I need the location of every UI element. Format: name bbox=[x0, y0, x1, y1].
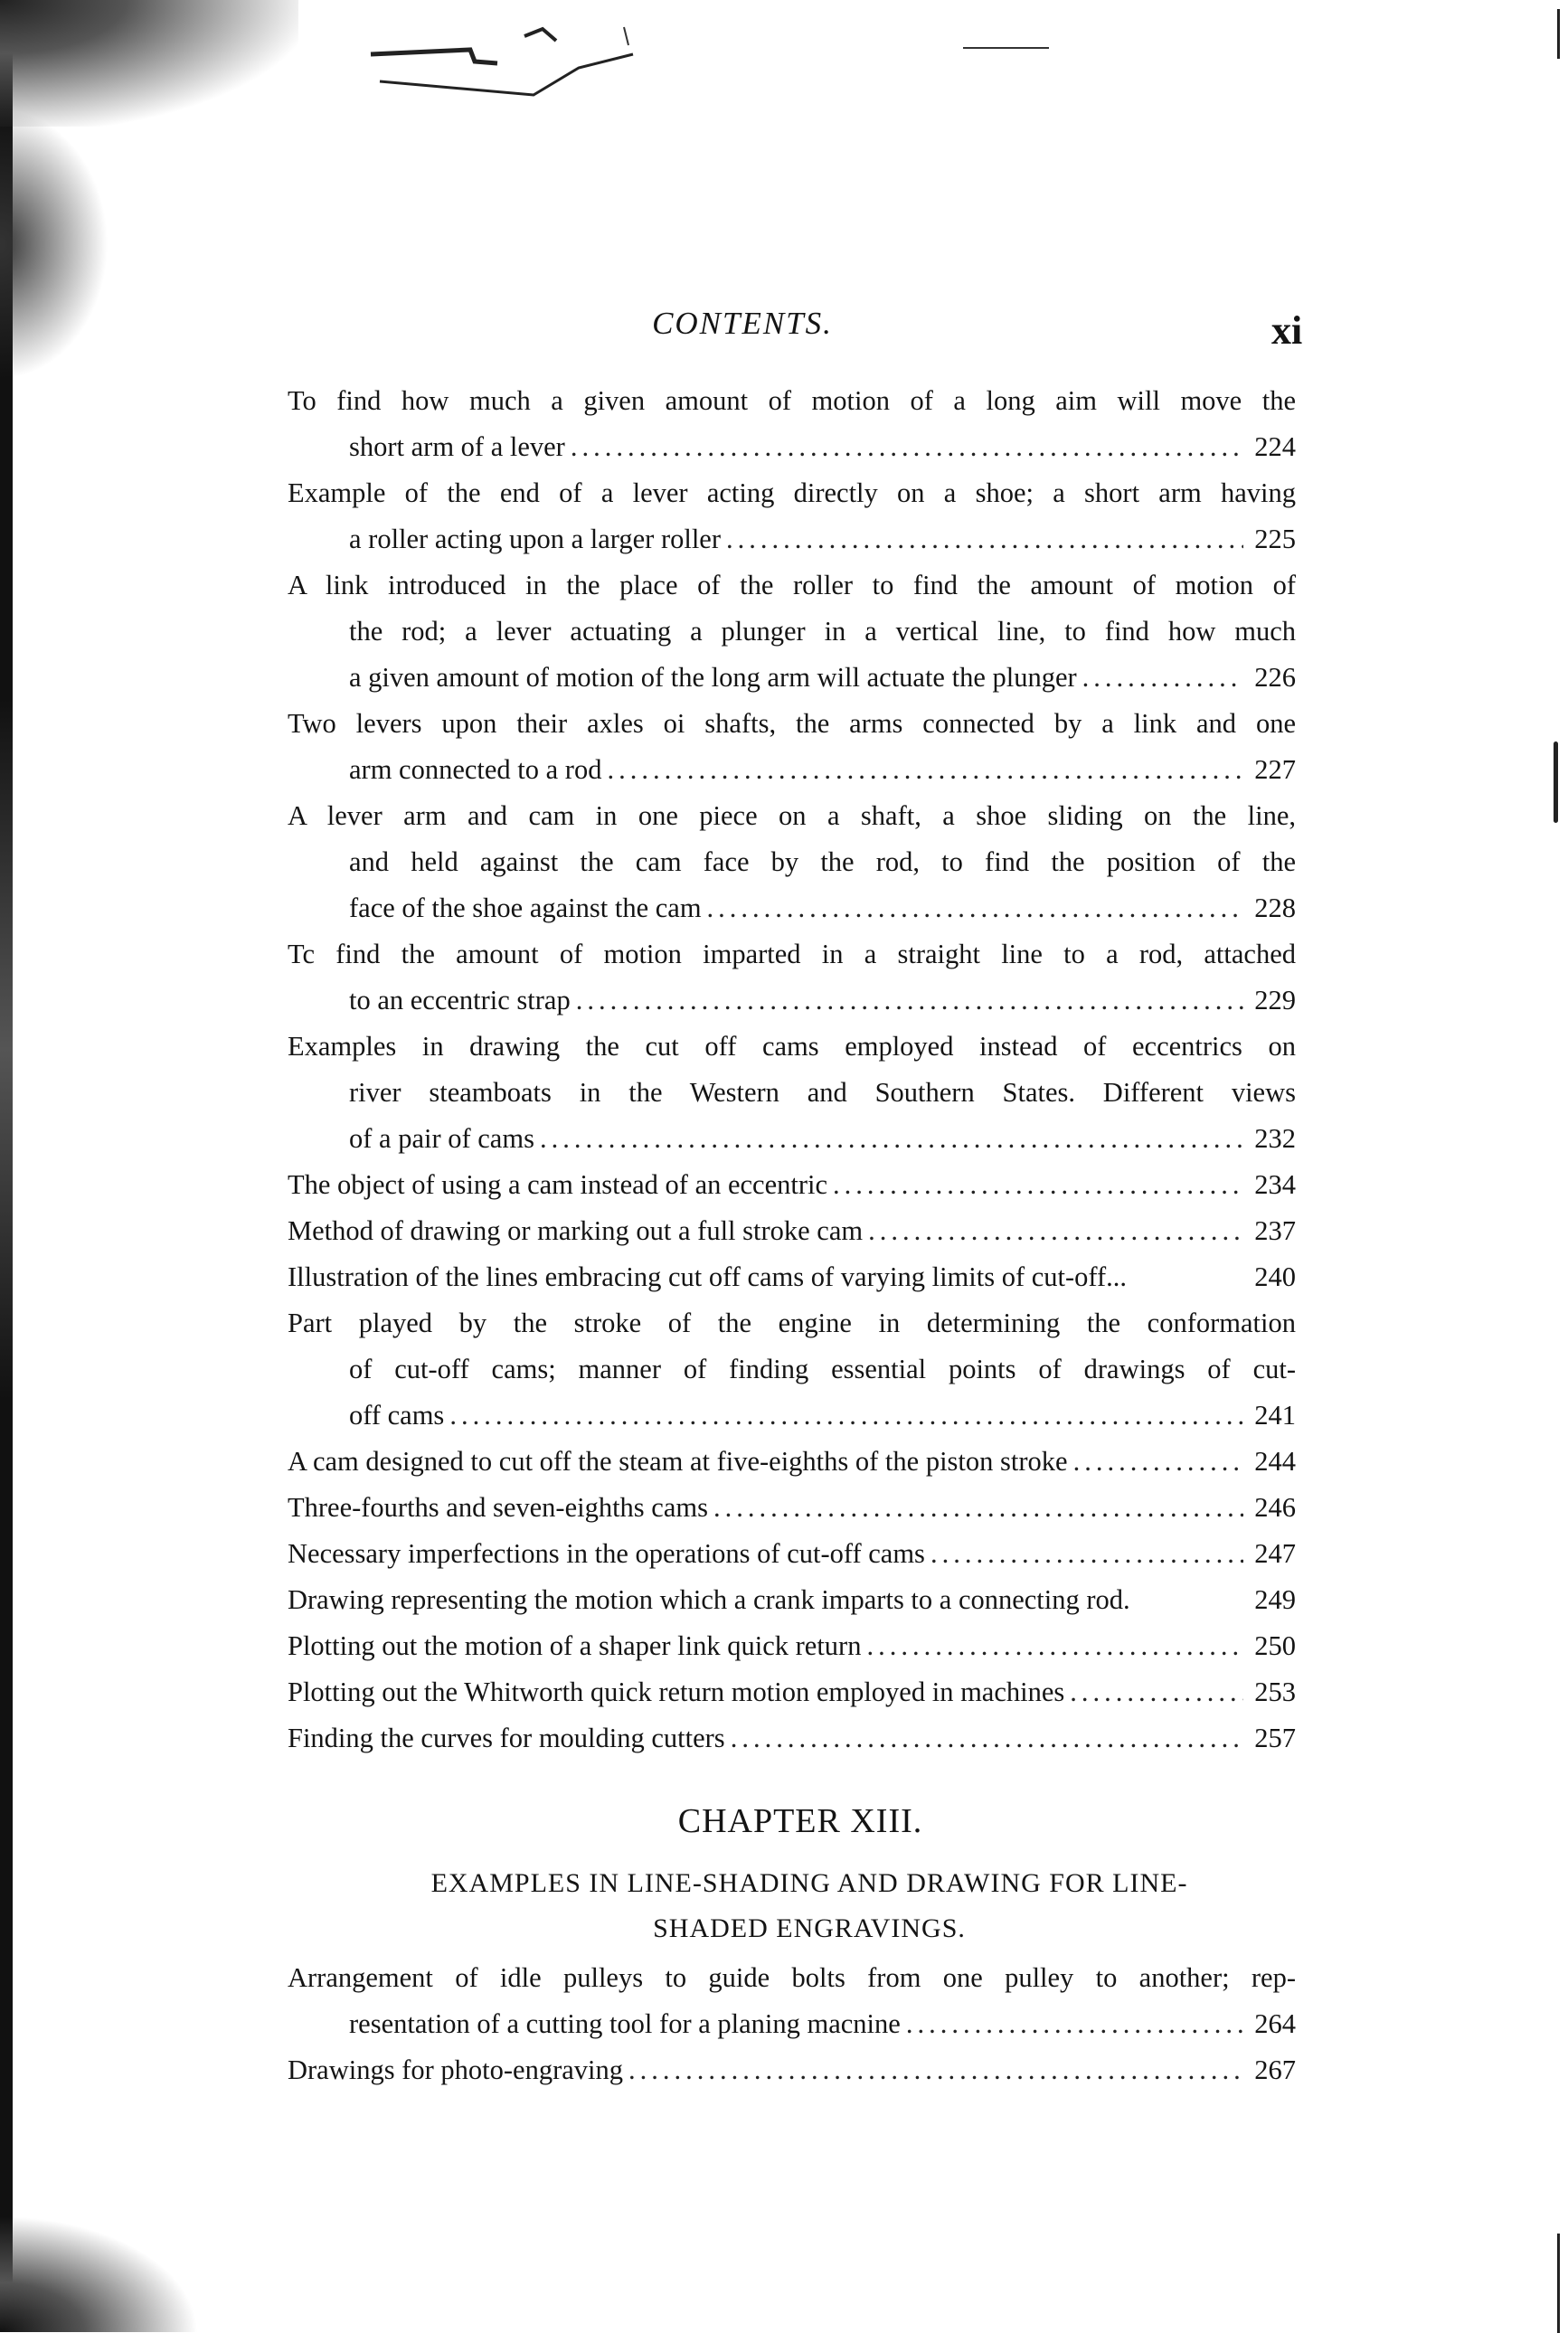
chapter-title: CHAPTER XIII. bbox=[677, 1802, 923, 1840]
toc-entry bbox=[288, 1300, 1296, 1439]
toc-text: off cams bbox=[349, 1400, 445, 1431]
toc-entry bbox=[288, 1208, 1296, 1254]
scan-mark bbox=[1557, 9, 1560, 59]
toc-entry bbox=[288, 1531, 1296, 1577]
toc-entry bbox=[288, 1715, 1296, 1762]
toc-entry bbox=[288, 1024, 1296, 1162]
toc-line bbox=[288, 1300, 1296, 1346]
scan-mark bbox=[963, 47, 1049, 49]
toc-entry bbox=[288, 1623, 1296, 1669]
leader-dots bbox=[576, 978, 1243, 1024]
toc-text: Three-fourths and seven-eighths cams bbox=[288, 1492, 708, 1523]
toc-line bbox=[288, 978, 1296, 1024]
toc-page-number: 228 bbox=[1254, 893, 1296, 923]
toc-page-number: 229 bbox=[1254, 985, 1296, 1015]
toc-line bbox=[288, 516, 1296, 562]
toc-entry bbox=[288, 1669, 1296, 1715]
toc-text: Part played by the stroke of the engine in determining the conformation bbox=[288, 1308, 1296, 1338]
toc-text: face of the shoe against the cam bbox=[349, 893, 702, 923]
toc-entry bbox=[288, 701, 1296, 793]
toc-text: Necessary imperfections in the operations of cut-off cams bbox=[288, 1538, 925, 1569]
leader-dots bbox=[571, 424, 1243, 470]
toc-text: a roller acting upon a larger roller bbox=[349, 524, 722, 554]
scan-smudge-top bbox=[0, 0, 298, 127]
toc-text: of a pair of cams bbox=[349, 1123, 534, 1154]
leader-dots bbox=[833, 1162, 1243, 1208]
toc-text: Two levers upon their axles oi shafts, the arms connected by a link and one bbox=[288, 708, 1296, 739]
scan-smudge-bottom bbox=[0, 2215, 199, 2332]
toc-text: A link introduced in the place of the roller to find the amount of motion of bbox=[288, 570, 1296, 600]
toc-line bbox=[288, 1346, 1296, 1393]
toc-text: Drawing representing the motion which a crank imparts to a connecting rod. bbox=[288, 1584, 1130, 1615]
toc-page-number: 267 bbox=[1254, 2054, 1296, 2085]
toc-page-number: 237 bbox=[1254, 1215, 1296, 1246]
toc-line bbox=[288, 701, 1296, 747]
toc-entry bbox=[288, 470, 1296, 562]
toc-line bbox=[288, 885, 1296, 931]
leader-dots bbox=[906, 2001, 1243, 2047]
table-of-contents bbox=[288, 378, 1296, 1762]
toc-page-number: 250 bbox=[1254, 1630, 1296, 1661]
leader-dots bbox=[1070, 1669, 1243, 1715]
toc-line bbox=[288, 1531, 1296, 1577]
toc-entry bbox=[288, 1439, 1296, 1485]
toc-line bbox=[288, 562, 1296, 609]
toc-text: Example of the end of a lever acting directly on a shoe; a short arm having bbox=[288, 477, 1296, 508]
chapter-subtitle-line: SHADED ENGRAVINGS. bbox=[653, 1913, 966, 1943]
toc-page-number: 225 bbox=[1254, 524, 1296, 554]
toc-line bbox=[288, 424, 1296, 470]
toc-text: the rod; a lever actuating a plunger in a vertical line, to find how much bbox=[349, 616, 1296, 647]
chapter-subtitle bbox=[335, 1861, 1284, 1951]
toc-entry bbox=[288, 931, 1296, 1024]
toc-page-number: 264 bbox=[1254, 2008, 1296, 2039]
toc-line bbox=[288, 1024, 1296, 1070]
toc-text: A cam designed to cut off the steam at five-eighths of the piston stroke bbox=[288, 1446, 1068, 1477]
toc-text: Tc find the amount of motion imparted in a straight line to a rod, attached bbox=[288, 939, 1296, 969]
toc-text: and held against the cam face by the rod, to find the position of the bbox=[349, 846, 1296, 877]
toc-text: Finding the curves for moulding cutters bbox=[288, 1723, 725, 1753]
toc-page-number: 224 bbox=[1254, 431, 1296, 462]
leader-dots bbox=[707, 885, 1243, 931]
toc-line bbox=[288, 609, 1296, 655]
toc-line bbox=[288, 1393, 1296, 1439]
toc-page-number: 246 bbox=[1254, 1492, 1296, 1523]
toc-line bbox=[288, 1577, 1296, 1623]
toc-text: to an eccentric strap bbox=[349, 985, 571, 1015]
leader-dots bbox=[731, 1715, 1243, 1762]
toc-entry bbox=[288, 793, 1296, 931]
toc-text: A lever arm and cam in one piece on a shaft, a shoe sliding on the line, bbox=[288, 800, 1296, 831]
leader-dots bbox=[540, 1116, 1243, 1162]
toc-text: Plotting out the Whitworth quick return motion employed in machines bbox=[288, 1677, 1065, 1707]
toc-line bbox=[288, 931, 1296, 978]
page-number: xi bbox=[1271, 308, 1303, 353]
toc-text: To find how much a given amount of motion of a long aim will move the bbox=[288, 385, 1296, 416]
toc-page-number: 227 bbox=[1254, 754, 1296, 785]
toc-page-number: 234 bbox=[1254, 1169, 1296, 1200]
toc-text: a given amount of motion of the long arm will actuate the plunger bbox=[349, 662, 1077, 693]
leader-dots bbox=[930, 1531, 1243, 1577]
chapter-subtitle-line: EXAMPLES IN LINE-SHADING AND DRAWING FOR LINE- bbox=[430, 1868, 1188, 1898]
leader-dots bbox=[868, 1208, 1243, 1254]
table-of-contents-chapter bbox=[288, 1955, 1296, 2093]
running-head: CONTENTS. bbox=[652, 306, 833, 341]
toc-line bbox=[288, 1070, 1296, 1116]
toc-page-number: 226 bbox=[1254, 662, 1296, 693]
toc-text: short arm of a lever bbox=[349, 431, 565, 462]
toc-text: Method of drawing or marking out a full stroke cam bbox=[288, 1215, 864, 1246]
toc-entry bbox=[288, 2047, 1296, 2093]
toc-line bbox=[288, 1439, 1296, 1485]
toc-page-number: 257 bbox=[1254, 1723, 1296, 1753]
toc-line bbox=[288, 1208, 1296, 1254]
toc-line bbox=[288, 2047, 1296, 2093]
toc-page-number: 240 bbox=[1254, 1261, 1296, 1292]
toc-text: resentation of a cutting tool for a planing macnine bbox=[349, 2008, 901, 2039]
leader-dots bbox=[628, 2047, 1243, 2093]
toc-text: river steamboats in the Western and Southern States. Different views bbox=[349, 1077, 1296, 1108]
pencil-scribble bbox=[362, 18, 660, 99]
toc-line bbox=[288, 1116, 1296, 1162]
leader-dots bbox=[1082, 655, 1243, 701]
toc-line bbox=[288, 655, 1296, 701]
toc-entry bbox=[288, 378, 1296, 470]
leader-dots bbox=[866, 1623, 1243, 1669]
toc-page-number: 253 bbox=[1254, 1677, 1296, 1707]
toc-line bbox=[288, 378, 1296, 424]
leader-dots bbox=[713, 1485, 1243, 1531]
leader-dots bbox=[449, 1393, 1243, 1439]
toc-text: Examples in drawing the cut off cams employed instead of eccentrics on bbox=[288, 1031, 1296, 1062]
toc-line bbox=[288, 1254, 1296, 1300]
leader-dots bbox=[1073, 1439, 1243, 1485]
toc-entry bbox=[288, 1485, 1296, 1531]
toc-line bbox=[288, 1162, 1296, 1208]
toc-line bbox=[288, 1669, 1296, 1715]
toc-entry bbox=[288, 1162, 1296, 1208]
leader-dots bbox=[607, 747, 1243, 793]
toc-line bbox=[288, 793, 1296, 839]
toc-entry bbox=[288, 562, 1296, 701]
toc-line bbox=[288, 747, 1296, 793]
toc-line bbox=[288, 1715, 1296, 1762]
toc-line bbox=[288, 470, 1296, 516]
toc-text: Plotting out the motion of a shaper link quick return bbox=[288, 1630, 862, 1661]
toc-text: The object of using a cam instead of an eccentric bbox=[288, 1169, 828, 1200]
toc-page-number: 247 bbox=[1254, 1538, 1296, 1569]
leader-dots bbox=[726, 516, 1243, 562]
toc-entry bbox=[288, 1254, 1296, 1300]
scan-mark bbox=[1557, 2234, 1560, 2333]
toc-page-number: 241 bbox=[1254, 1400, 1296, 1431]
toc-page-number: 244 bbox=[1254, 1446, 1296, 1477]
toc-text: Illustration of the lines embracing cut off cams of varying limits of cut-off... bbox=[288, 1261, 1128, 1292]
toc-line bbox=[288, 839, 1296, 885]
toc-text: Arrangement of idle pulleys to guide bolts from one pulley to another; rep- bbox=[288, 1962, 1296, 1993]
scan-mark bbox=[1554, 741, 1558, 823]
toc-line bbox=[288, 1485, 1296, 1531]
toc-page-number: 249 bbox=[1254, 1584, 1296, 1615]
toc-line bbox=[288, 1623, 1296, 1669]
toc-entry bbox=[288, 1577, 1296, 1623]
toc-line bbox=[288, 1955, 1296, 2001]
toc-line bbox=[288, 2001, 1296, 2047]
toc-text: of cut-off cams; manner of finding essential points of drawings of cut- bbox=[349, 1354, 1296, 1384]
toc-entry bbox=[288, 1955, 1296, 2047]
toc-text: arm connected to a rod bbox=[349, 754, 602, 785]
toc-text: Drawings for photo-engraving bbox=[288, 2054, 623, 2085]
toc-page-number: 232 bbox=[1254, 1123, 1296, 1154]
